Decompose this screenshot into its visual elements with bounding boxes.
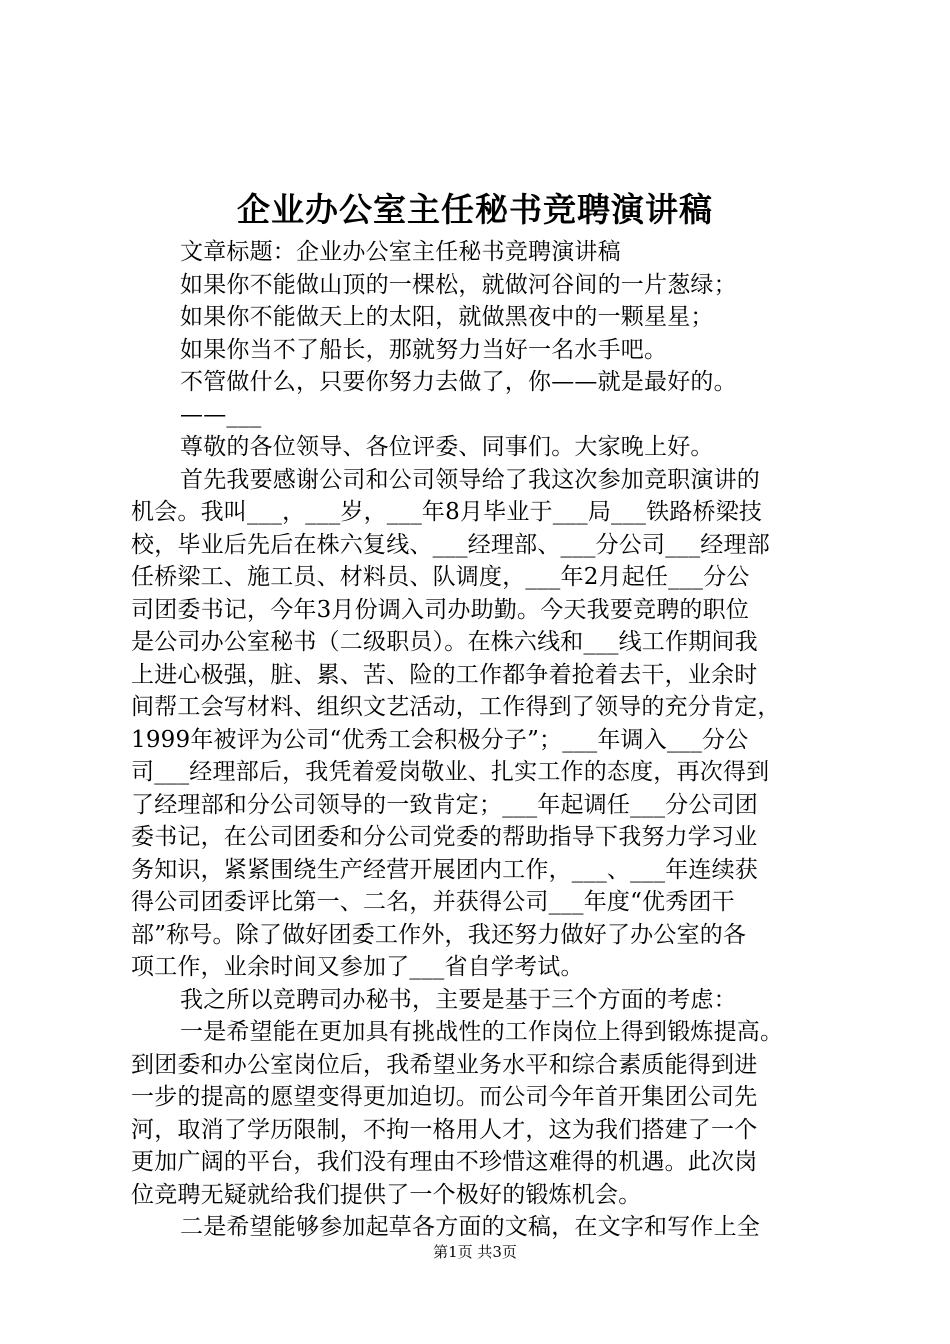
text-line: 间帮工会写材料、组织文艺活动，工作得到了领导的充分肯定，	[131, 694, 781, 720]
text-line: 一步的提高的愿望变得更加迫切。而公司今年首开集团公司先	[131, 1084, 758, 1110]
text-line: 到团委和办公室岗位后，我希望业务水平和综合素质能得到进	[131, 1051, 758, 1078]
text-line: 如果你不能做天上的太阳，就做黑夜中的一颗星星；	[180, 304, 714, 330]
text-line: 文章标题：企业办公室主任秘书竞聘演讲稿	[180, 239, 621, 265]
text-line: 机会。我叫___，___岁，___年8月毕业于___局___铁路桥梁技	[131, 499, 763, 525]
document-body	[131, 236, 843, 1244]
text-line: 项工作，业余时间又参加了___省自学考试。	[131, 954, 584, 980]
text-line: 尊敬的各位领导、各位评委、同事们。大家晚上好。	[180, 434, 714, 460]
text-line: 不管做什么，只要你努力去做了，你——就是最好的。	[180, 369, 737, 395]
text-line: 如果你不能做山顶的一棵松，就做河谷间的一片葱绿；	[180, 271, 737, 298]
text-line: 首先我要感谢公司和公司领导给了我这次参加竞职演讲的	[180, 466, 760, 493]
text-line: 河，取消了学历限制，不拘一格用人才，这为我们搭建了一个	[131, 1116, 758, 1143]
text-line: 二是希望能够参加起草各方面的文稿，在文字和写作上全	[180, 1214, 760, 1240]
text-line: 校，毕业后先后在株六复线、___经理部、___分公司___经理部	[131, 531, 770, 558]
text-line: 了经理部和分公司领导的一致肯定；___年起调任___分公司团	[131, 791, 758, 818]
text-line: 1999年被评为公司“优秀工会积极分子”；___年调入___分公	[131, 726, 749, 753]
text-line: 委书记，在公司团委和分公司党委的帮助指导下我努力学习业	[131, 824, 758, 850]
text-line: 一是希望能在更加具有挑战性的工作岗位上得到锻炼提高。	[180, 1019, 784, 1045]
text-line: 务知识，紧紧围绕生产经营开展团内工作，___、___年连续获	[131, 856, 758, 883]
text-line: 更加广阔的平台，我们没有理由不珍惜这难得的机遇。此次岗	[131, 1149, 758, 1175]
text-line: 司团委书记，今年3月份调入司办助勤。今天我要竞聘的职位	[131, 596, 750, 623]
text-line: 是公司办公室秘书（二级职员）。在株六线和___线工作期间我	[131, 629, 758, 655]
text-line: 司___经理部后，我凭着爱岗敬业、扎实工作的态度，再次得到	[131, 759, 770, 785]
document-title: 企业办公室主任秘书竞聘演讲稿	[237, 190, 713, 229]
text-line: 得公司团委评比第一、二名，并获得公司___年度“优秀团干	[131, 889, 735, 915]
text-line: 上进心极强，脏、累、苦、险的工作都争着抢着去干，业余时	[131, 661, 758, 688]
text-line: 如果你当不了船长，那就努力当好一名水手吧。	[180, 336, 668, 363]
page-number: 第1页 共3页	[433, 1243, 517, 1261]
text-line: 部”称号。除了做好团委工作外，我还努力做好了办公室的各	[131, 921, 747, 948]
text-line: 任桥梁工、施工员、材料员、队调度，___年2月起任___分公	[131, 564, 750, 590]
text-line: 我之所以竞聘司办秘书，主要是基于三个方面的考虑：	[180, 986, 737, 1013]
text-line: ——___	[180, 401, 262, 428]
text-line: 位竞聘无疑就给我们提供了一个极好的锻炼机会。	[131, 1181, 642, 1208]
